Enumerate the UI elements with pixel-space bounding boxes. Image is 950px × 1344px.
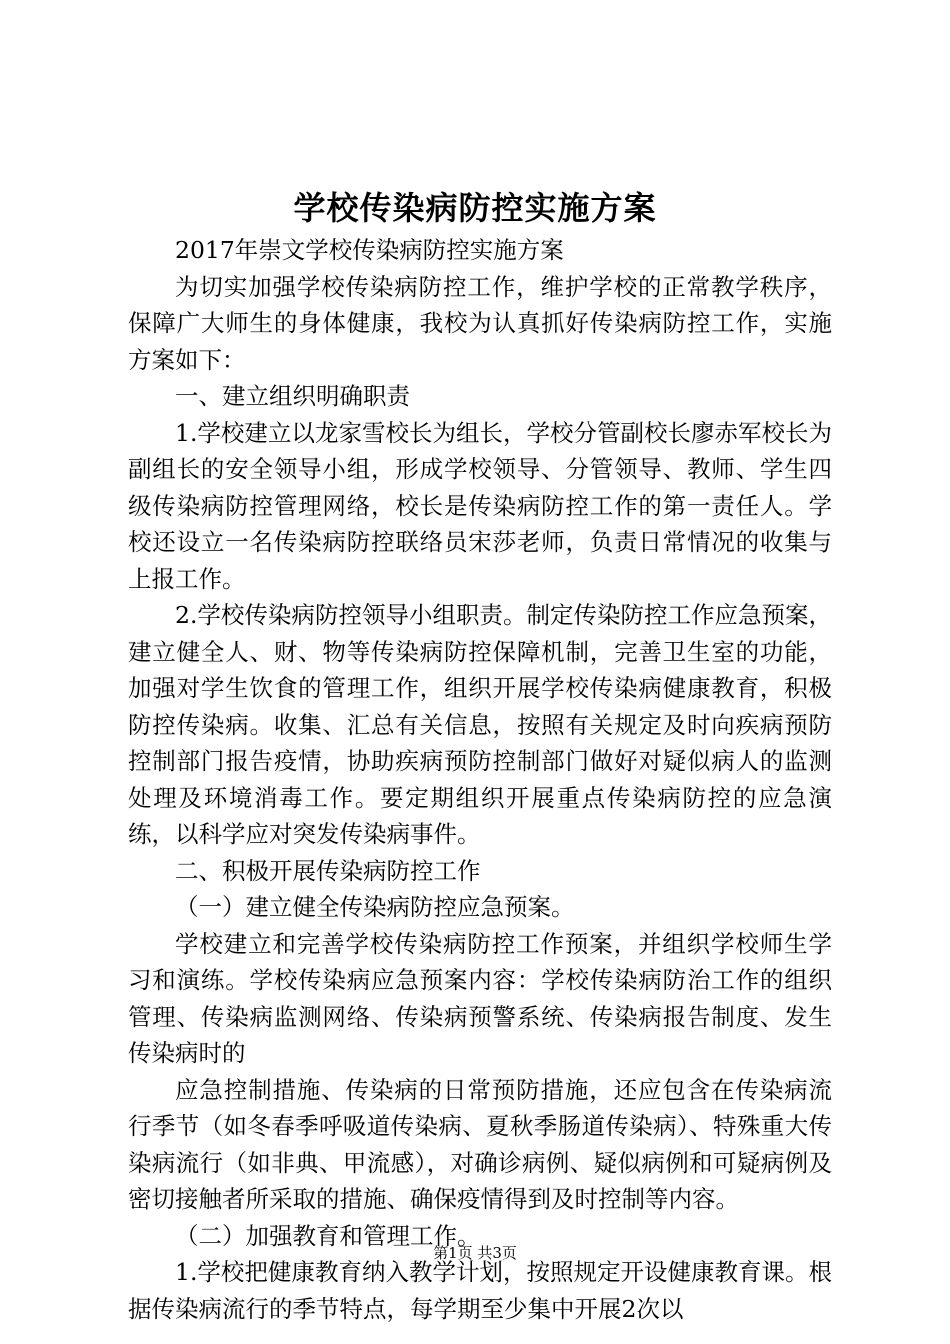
paragraph: 1.学校建立以龙家雪校长为组长，学校分管副校长廖赤军校长为副组长的安全领导小组，形成学校领导、分管领导、教师、学生四级传染病防控管理网络，校长是传染病防控工作的第一责任人。学校还设立一名传染病防控联络员宋莎老师，负责日常情况的收集与上报工作。 <box>128 418 832 593</box>
paragraph: 应急控制措施、传染病的日常预防措施，还应包含在传染病流行季节（如冬春季呼吸道传染病、夏秋季肠道传染病）、特殊重大传染病流行（如非典、甲流感），对确诊病例、疑似病例和可疑病例及密切接触者所采取的措施、确保疫情得到及时控制等内容。 <box>128 1075 832 1213</box>
section-heading-1: 一、建立组织明确职责 <box>175 382 410 410</box>
paragraph-intro: 为切实加强学校传染病防控工作，维护学校的正常教学秩序，保障广大师生的身体健康，我校为认真抓好传染病防控工作，实施方案如下： <box>128 272 832 374</box>
page-number-footer: 第1页 共3页 <box>433 1244 517 1262</box>
paragraph-subtitle: 2017年崇文学校传染病防控实施方案 <box>175 236 564 264</box>
paragraph: 2.学校传染病防控领导小组职责。制定传染防控工作应急预案，建立健全人、财、物等传染病防控保障机制，完善卫生室的功能，加强对学生饮食的管理工作，组织开展学校传染病健康教育，积极防控传染病。收集、汇总有关信息，按照有关规定及时向疾病预防控制部门报告疫情，协助疾病预防控制部门做好对疑似病人的监测处理及环境消毒工作。要定期组织开展重点传染病防控的应急演练，以科学应对突发传染病事件。 <box>128 601 832 848</box>
subsection-heading-2: （二）加强教育和管理工作。 <box>175 1221 481 1250</box>
section-heading-2: 二、积极开展传染病防控工作 <box>175 856 481 885</box>
document-title: 学校传染病防控实施方案 <box>293 189 657 227</box>
paragraph: 1.学校把健康教育纳入教学计划，按照规定开设健康教育课。根据传染病流行的季节特点，每学期至少集中开展2次以 <box>128 1258 832 1323</box>
document-body <box>128 232 832 1327</box>
subsection-heading-1: （一）建立健全传染病防控应急预案。 <box>175 893 575 921</box>
paragraph: 学校建立和完善学校传染病防控工作预案，并组织学校师生学习和演练。学校传染病应急预案内容：学校传染病防治工作的组织管理、传染病监测网络、传染病预警系统、传染病报告制度、发生传染病时的 <box>128 929 832 1067</box>
